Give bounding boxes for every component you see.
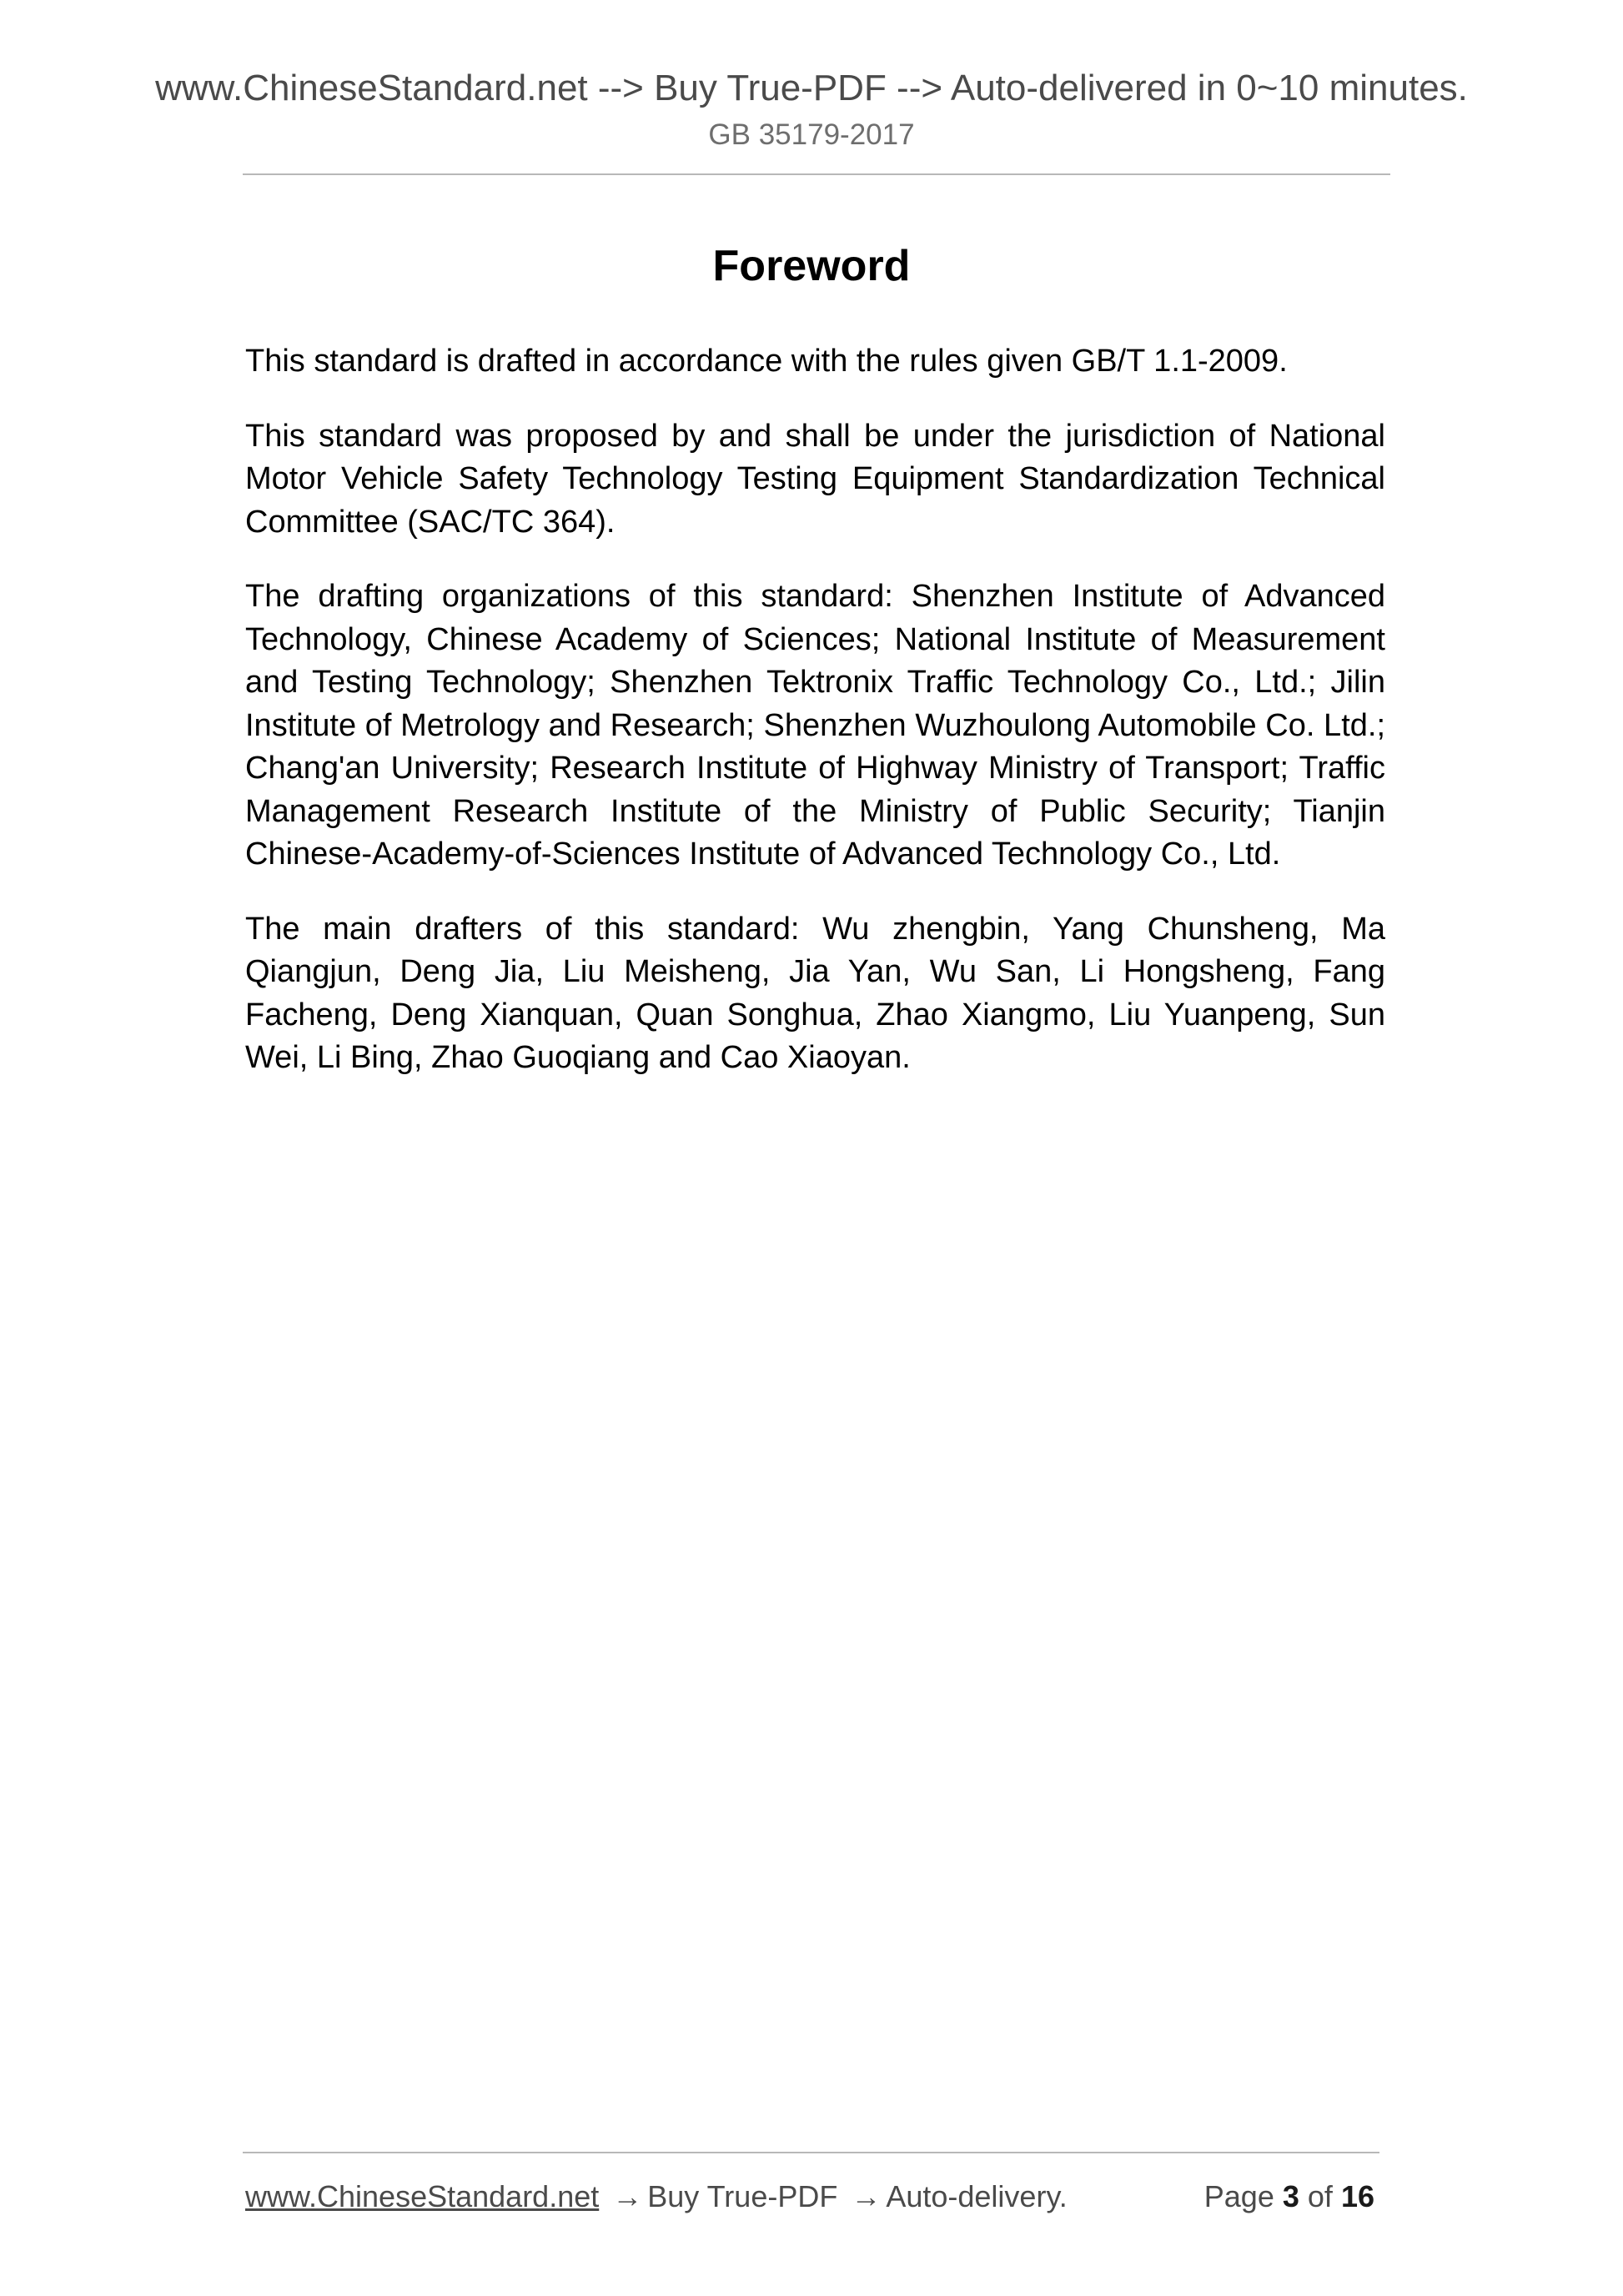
footer-divider	[243, 2152, 1379, 2153]
standard-code: GB 35179-2017	[708, 118, 915, 151]
paragraph-jurisdiction: This standard was proposed by and shall be under the jurisdiction of National Motor Vehicle Safety Technology Testing Equipment Standardization Technical Committee (SAC/TC 364).	[245, 418, 1385, 540]
header-banner: www.ChineseStandard.net --> Buy True-PDF --> Auto-delivered in 0~10 minutes.	[155, 68, 1468, 108]
footer-links	[245, 2173, 1068, 2220]
arrow-right-icon: →	[851, 2179, 882, 2213]
page-number	[1204, 2173, 1374, 2220]
auto-delivery-text: Auto-delivery.	[886, 2179, 1068, 2213]
page-footer	[245, 2173, 1379, 2220]
paragraph-drafting-organizations: The drafting organizations of this standard: Shenzhen Institute of Advanced Technology, Chinese Academy of Sciences; National Institute of Measurement and Testing Technology; Shenzhen Tektronix Traffic Technology Co., Ltd.; Jilin Institute of Metrology and Research; Shenzhen Wuzhoulong Automobile Co. Ltd.; Chang'an University; Research Institute of Highway Ministry of Transport; Traffic Management Research Institute of the Ministry of Public Security; Tianjin Chinese-Academy-of-Sciences Institute of Advanced Technology Co., Ltd.	[245, 579, 1385, 872]
paragraph-main-drafters: The main drafters of this standard: Wu zhengbin, Yang Chunsheng, Ma Qiangjun, Deng Jia, Liu Meisheng, Jia Yan, Wu San, Li Hongsheng, Fang Facheng, Deng Xianquan, Quan Songhua, Zhao Xiangmo, Liu Yuanpeng, Sun Wei, Li Bing, Zhao Guoqiang and Cao Xiaoyan.	[245, 911, 1385, 1075]
page-total: 16	[1340, 2179, 1374, 2213]
page-title: Foreword	[712, 242, 911, 290]
page-current: 3	[1282, 2179, 1299, 2213]
buy-true-pdf-text: Buy True-PDF	[647, 2179, 838, 2213]
arrow-right-icon: →	[612, 2179, 643, 2213]
paragraph-drafting-rules: This standard is drafted in accordance with the rules given GB/T 1.1-2009.	[245, 344, 1288, 379]
document-body	[245, 340, 1385, 1112]
page-label: Page	[1203, 2179, 1274, 2213]
page-of-label: of	[1307, 2179, 1333, 2213]
site-link[interactable]: www.ChineseStandard.net	[245, 2179, 600, 2213]
header-divider	[243, 173, 1390, 175]
